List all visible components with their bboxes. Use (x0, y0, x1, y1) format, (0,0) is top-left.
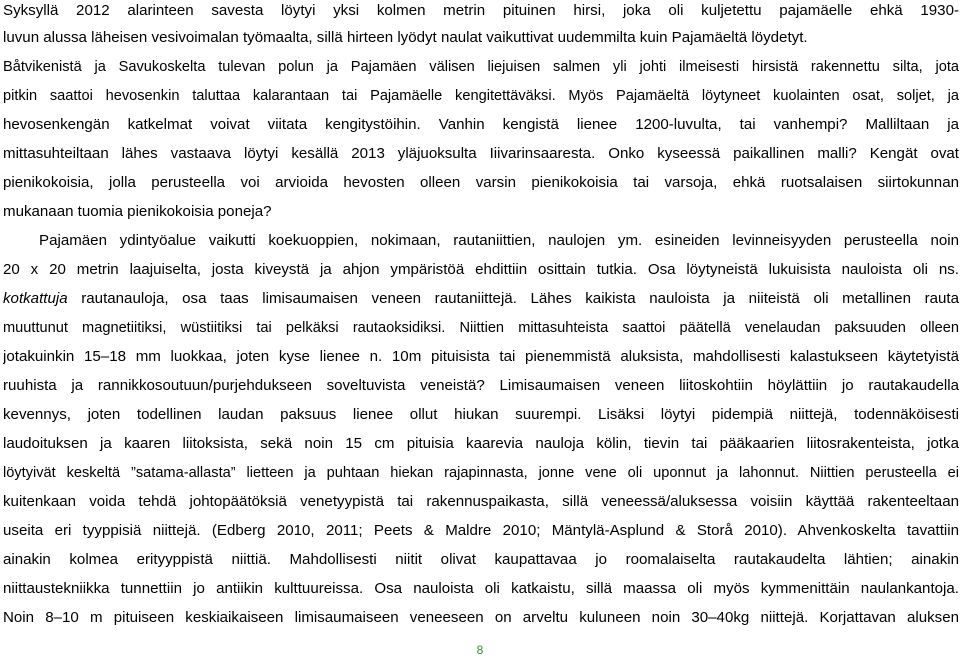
text-line-10: 20 x 20 metrin laajuiselta, josta kiveystä ja ahjon ympäristöä ehdittiin osittain tutkia. Osa löytyneistä lukuisista nauloista oli ns. (3, 261, 959, 278)
text-line-6: mittasuhteiltaan lähes vastaava löytyi kesällä 2013 yläjuoksulta Iiivarinsaaresta. Onko kyseessä paikallinen malli? Kengät ovat (3, 145, 959, 162)
text-line-19: useita eri tyyppisiä niittejä. (Edberg 2010, 2011; Peets & Maldre 2010; Mäntylä-Asplund & Storå 2010). Ahvenkoskelta tavattiin (3, 522, 959, 539)
text-line-15: kevennys, joten todellinen laudan paksuus lienee ollut hiukan suurempi. Lisäksi löytyi pidempiä niittejä, todennäköisesti (3, 406, 959, 423)
text-line-22: Noin 8–10 m pituiseen keskiaikaiseen limisaumaiseen veneeseen on arveltu kuluneen noin 30–40kg niittejä. Korjattavan aluksen (3, 609, 959, 626)
text-line-12: muuttunut magnetiitiksi, wüstiitiksi tai pelkäksi rautaoksidiksi. Niittien mittasuhteista saattoi päätellä venelaudan paksuuden olleen (3, 320, 959, 336)
text-line-5: hevosenkengän katkelmat voivat viitata kengitystöihin. Vanhin kengistä lienee 1200-luvulta, tai vanhempi? Malliltaan ja (3, 116, 959, 133)
text-line-16: laudoituksen ja kaaren liitoksista, sekä noin 15 cm pituisia kaarevia nauloja kölin, tievin tai pääkaarien liitosrakenteista, jotka (3, 435, 959, 452)
text-line-4: pitkin saattoi hevosenkin taluttaa kalarantaan tai Pajamäelle kengitettäväksi. Myös Pajamäeltä löytyneet kuolainten osat, soljet, ja (3, 88, 959, 104)
text-line-21: niittaustekniikka tunnettiin jo antiikin kulttuureissa. Osa nauloista oli katkaistu, sillä maassa oli myös kymmenittäin naulankantoja. (3, 580, 959, 597)
text-line-3: Båtvikenistä ja Savukoskelta tulevan polun ja Pajamäen välisen liejuisen salmen yli johti ilmeisesti hirsistä rakennettu silta, jota (3, 59, 959, 75)
text-line-9: Pajamäen ydintyöalue vaikutti koekuoppien, nokimaan, rautaniittien, naulojen ym. esineiden levinneisyyden perusteella noin (39, 232, 959, 249)
text-line-13: jotakuinkin 15–18 mm luokkaa, joten kyse lienee n. 10m pituisista tai pienemmistä aluksista, mahdollisesti kalastukseen käytetyistä (3, 348, 959, 365)
italic-term: kotkattuja (3, 290, 68, 307)
text-line-18: kuitenkaan voida tehdä johtopäätöksiä venetyypistä tai rakennuspaikasta, sillä veneessä/aluksessa voisiin käyttää rakenteeltaan (3, 493, 959, 510)
text-line-17: löytyivät keskeltä ”satama-allasta” lietteen ja puhtaan hiekan rajapinnasta, jonne vene oli uponnut ja lahonnut. Niittien perusteella ei (3, 465, 959, 481)
text-line-1: Syksyllä 2012 alarinteen savesta löytyi yksi kolmen metrin pituinen hirsi, joka oli kuljetettu pajamäelle ehkä 1930- (3, 2, 959, 19)
text-line-2: luvun alussa läheisen vesivoimalan työmaalta, sillä hirteen lyödyt naulat vaikuttivat uudemmilta kuin Pajamäeltä löydetyt. (3, 29, 808, 46)
page-number: 8 (476, 643, 484, 657)
text-line-11 (3, 289, 959, 309)
text-line-14: ruuhista ja rannikkosoutuun/purjehdukseen soveltuvista veneistä? Limisaumaisen veneen liitoskohtiin höylättiin jo rautakaudella (3, 377, 959, 394)
text-line-11-rest: rautanauloja, osa taas limisaumaisen veneen rautaniittejä. Lähes kaikista nauloista ja niiteistä oli metallinen rauta (81, 290, 959, 307)
text-line-20: ainakin kolmea erityyppistä niittiä. Mahdollisesti niitit olivat kaupattavaa jo roomalaiselta rautakaudelta lähtien; ainakin (3, 551, 959, 568)
text-line-7: pienikokoisia, jolla perusteella voi arvioida hevosten olleen varsin pienikokoisia tai varsoja, ehkä ruotsalaisen siirtokunnan (3, 174, 959, 191)
text-line-8: mukanaan tuomia pienikokoisia poneja? (3, 203, 272, 220)
